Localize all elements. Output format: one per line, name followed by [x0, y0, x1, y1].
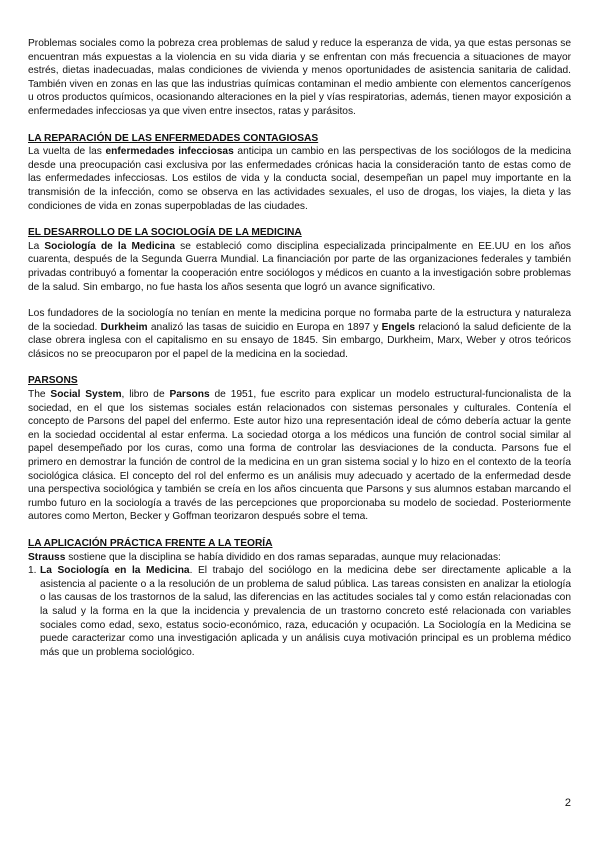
- list-item: 1. La Sociología en la Medicina. El trabajo del sociólogo en la medicina debe ser directamente aplicable a la asistencia al paciente o a la resolución de un problema de salud pública. Las tareas consisten en analizar la etiología o las causas de los trastornos de la salud, las diferencias en las actitudes sociales tal y como están relacionadas con la salud y la forma en la que la incidencia y prevalencia de un trastorno concreto esté relacionada con variables sociales como edad, sexo, estatus socio-económico, raza, educación y ocupación. La Sociología en la Medicina se puede caracterizar como una investigación aplicada y un análisis cuya motivación principal es un problema médico más que un problema sociológico.: [28, 565, 571, 658]
- document-page: [28, 37, 571, 659]
- desarrollo-paragraph-2: Los fundadores de la sociología no tenían en mente la medicina porque no formaba parte de la estructura y naturaleza de la sociedad. Durkheim analizó las tasas de suicidio en Europa en 1897 y Engels relacionó la salud deficiente de la clase obrera inglesa con el capitalismo en su ensayo de 1845. Sin embargo, Durkheim, Marx, Weber y otros teóricos clásicos no se preocuparon por el papel de la medicina en la sociedad.: [28, 308, 571, 360]
- section-heading-desarrollo: EL DESARROLLO DE LA SOCIOLOGÍA DE LA MEDICINA: [28, 227, 302, 239]
- section-heading-aplicacion: LA APLICACIÓN PRÁCTICA FRENTE A LA TEORÍA: [28, 538, 273, 549]
- section-heading-contagiosas: LA REPARACIÓN DE LAS ENFERMEDADES CONTAGIOSAS: [28, 132, 319, 144]
- desarrollo-paragraph-1: La Sociología de la Medicina se estableció como disciplina especializada principalmente en EE.UU en los años cuarenta, después de la Segunda Guerra Mundial. La financiación por parte de las organizaciones federales y también privadas contribuyó a fomentar la cooperación entre sociólogos y médicos en cuanto a la investigación sobre problemas de la salud. Sin embargo, no fue hasta los años sesenta que logró un avance significativo.: [28, 240, 571, 293]
- contagiosas-paragraph: La vuelta de las enfermedades infecciosas anticipa un cambio en las perspectivas de los sociólogos de la medicina desde una preocupación casi exclusiva por las enfermedades crónicas hacia la consideración tanto de estas como de las enfermedades infecciosas. Los estilos de vida y la conducta social, desempeñan un papel muy importante en la transmisión de la infección, como se observa en las actividades sexuales, el uso de drogas, los viajes, la dieta y las condiciones de vida en zonas superpobladas de las ciudades.: [28, 146, 571, 212]
- aplicacion-intro: Strauss sostiene que la disciplina se había dividido en dos ramas separadas, aunque muy relacionadas:: [28, 551, 501, 563]
- numbered-list: [28, 564, 571, 659]
- section-heading-parsons: PARSONS: [28, 375, 78, 387]
- list-item-number: 1.: [28, 565, 37, 577]
- page-number: 2: [564, 797, 571, 809]
- parsons-paragraph: The Social System, libro de Parsons de 1951, fue escrito para explicar un modelo estructural-funcionalista de la sociedad, en el que los sistemas sociales están relacionados con sistemas personales y culturales. Contenía el concepto de Parsons del papel del enfermo. Este autor hizo una representación ideal de cómo debería actuar la gente en la sociedad occidental al estar enferma. La sociedad otorga a los médicos una función de control social similar al papel desempeñado por los curas, como una forma de controlar las desviaciones de la conducta. Parsons fue el primero en demostrar la función de control de la medicina en un gran sistema social y lo hizo en el contexto de la teoría sociológica clásica. El concepto del rol del enfermo es un análisis muy adecuado y acertado de la enfermedad desde una perspectiva sociológica y también se creía en los años cincuenta que Parsons y sus alumnos estaban marcando el rumbo futuro en la sociología a través de las percepciones que proporcionaba su modelo de sociedad. Posteriormente autores como Merton, Becker y Goffman teorizaron después sobre el tema.: [28, 389, 572, 523]
- intro-paragraph: Problemas sociales como la pobreza crea problemas de salud y reduce la esperanza de vida, ya que estas personas se encuentran más expuestas a la violencia en su vida diaria y se enfrentan con más frecuencia a situaciones de mayor estrés, dietas inadecuadas, malas condiciones de vivienda y menos oportunidades de asistencia sanitaria de calidad. También viven en zonas en las que las industrias químicas contaminan el medio ambiente con elementos cancerígenos u otros productos químicos, ocasionando alteraciones en la piel y vías respiratorias, además, tienen mayor exposición a enfermedades infecciosas ya que viven entre insectos, ratas y parásitos.: [28, 38, 571, 117]
